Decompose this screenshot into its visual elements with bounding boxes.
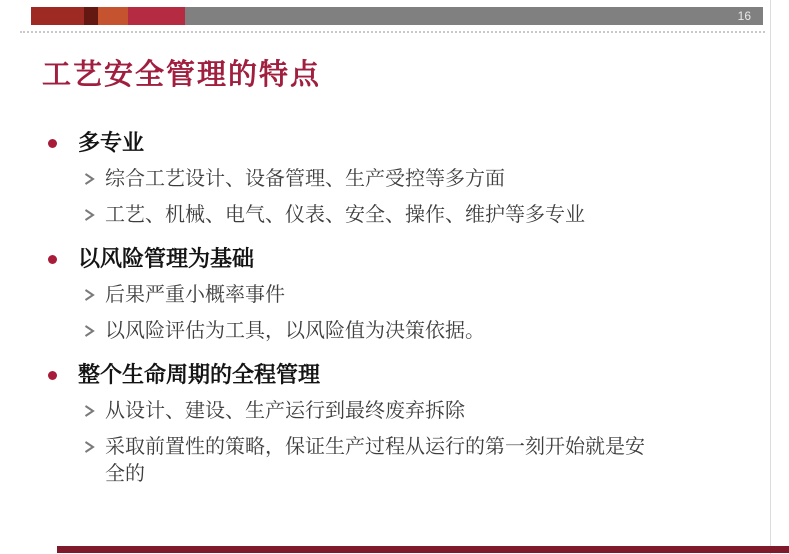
sub-bullet-text: 以风险评估为工具，以风险值为决策依据。 xyxy=(105,320,485,342)
sub-bullet-item xyxy=(42,202,752,229)
sub-bullet-item xyxy=(42,166,752,193)
arrow-right-icon xyxy=(84,208,95,222)
top-strip xyxy=(31,7,763,25)
bullet-dot-icon xyxy=(48,371,57,380)
arrow-right-icon xyxy=(84,324,95,338)
bullet-label: 整个生命周期的全程管理 xyxy=(78,362,321,387)
sub-bullet-item xyxy=(42,434,752,488)
bullet-list xyxy=(42,122,752,497)
bullet-dot-icon xyxy=(48,255,57,264)
sub-bullet-item xyxy=(42,282,752,309)
slide-title: 工艺安全管理的特点 xyxy=(42,57,322,91)
sub-bullet-text: 综合工艺设计、设备管理、生产受控等多方面 xyxy=(105,168,505,190)
bullet-item xyxy=(42,244,752,274)
page-right-border xyxy=(770,0,771,554)
page-number: 16 xyxy=(737,9,751,23)
bullet-label: 多专业 xyxy=(78,130,145,155)
sub-bullet-text: 工艺、机械、电气、仪表、安全、操作、维护等多专业 xyxy=(105,204,585,226)
sub-bullet-text: 后果严重小概率事件 xyxy=(105,284,285,306)
arrow-right-icon xyxy=(84,440,95,454)
footer-bar xyxy=(57,546,789,553)
arrow-right-icon xyxy=(84,404,95,418)
sub-bullet-item xyxy=(42,398,752,425)
bullet-item xyxy=(42,360,752,390)
accent-block-1 xyxy=(31,7,84,25)
bullet-item xyxy=(42,128,752,158)
dotted-divider xyxy=(20,31,765,33)
arrow-right-icon xyxy=(84,172,95,186)
bullet-label: 以风险管理为基础 xyxy=(78,246,255,271)
header-bar xyxy=(185,7,763,25)
accent-block-3 xyxy=(98,7,128,25)
accent-block-2 xyxy=(84,7,98,25)
sub-bullet-item xyxy=(42,318,752,345)
bullet-dot-icon xyxy=(48,139,57,148)
sub-bullet-text: 从设计、建设、生产运行到最终废弃拆除 xyxy=(105,400,465,422)
accent-block-4 xyxy=(128,7,185,25)
arrow-right-icon xyxy=(84,288,95,302)
sub-bullet-text: 采取前置性的策略，保证生产过程从运行的第一刻开始就是安全的 xyxy=(105,436,645,485)
